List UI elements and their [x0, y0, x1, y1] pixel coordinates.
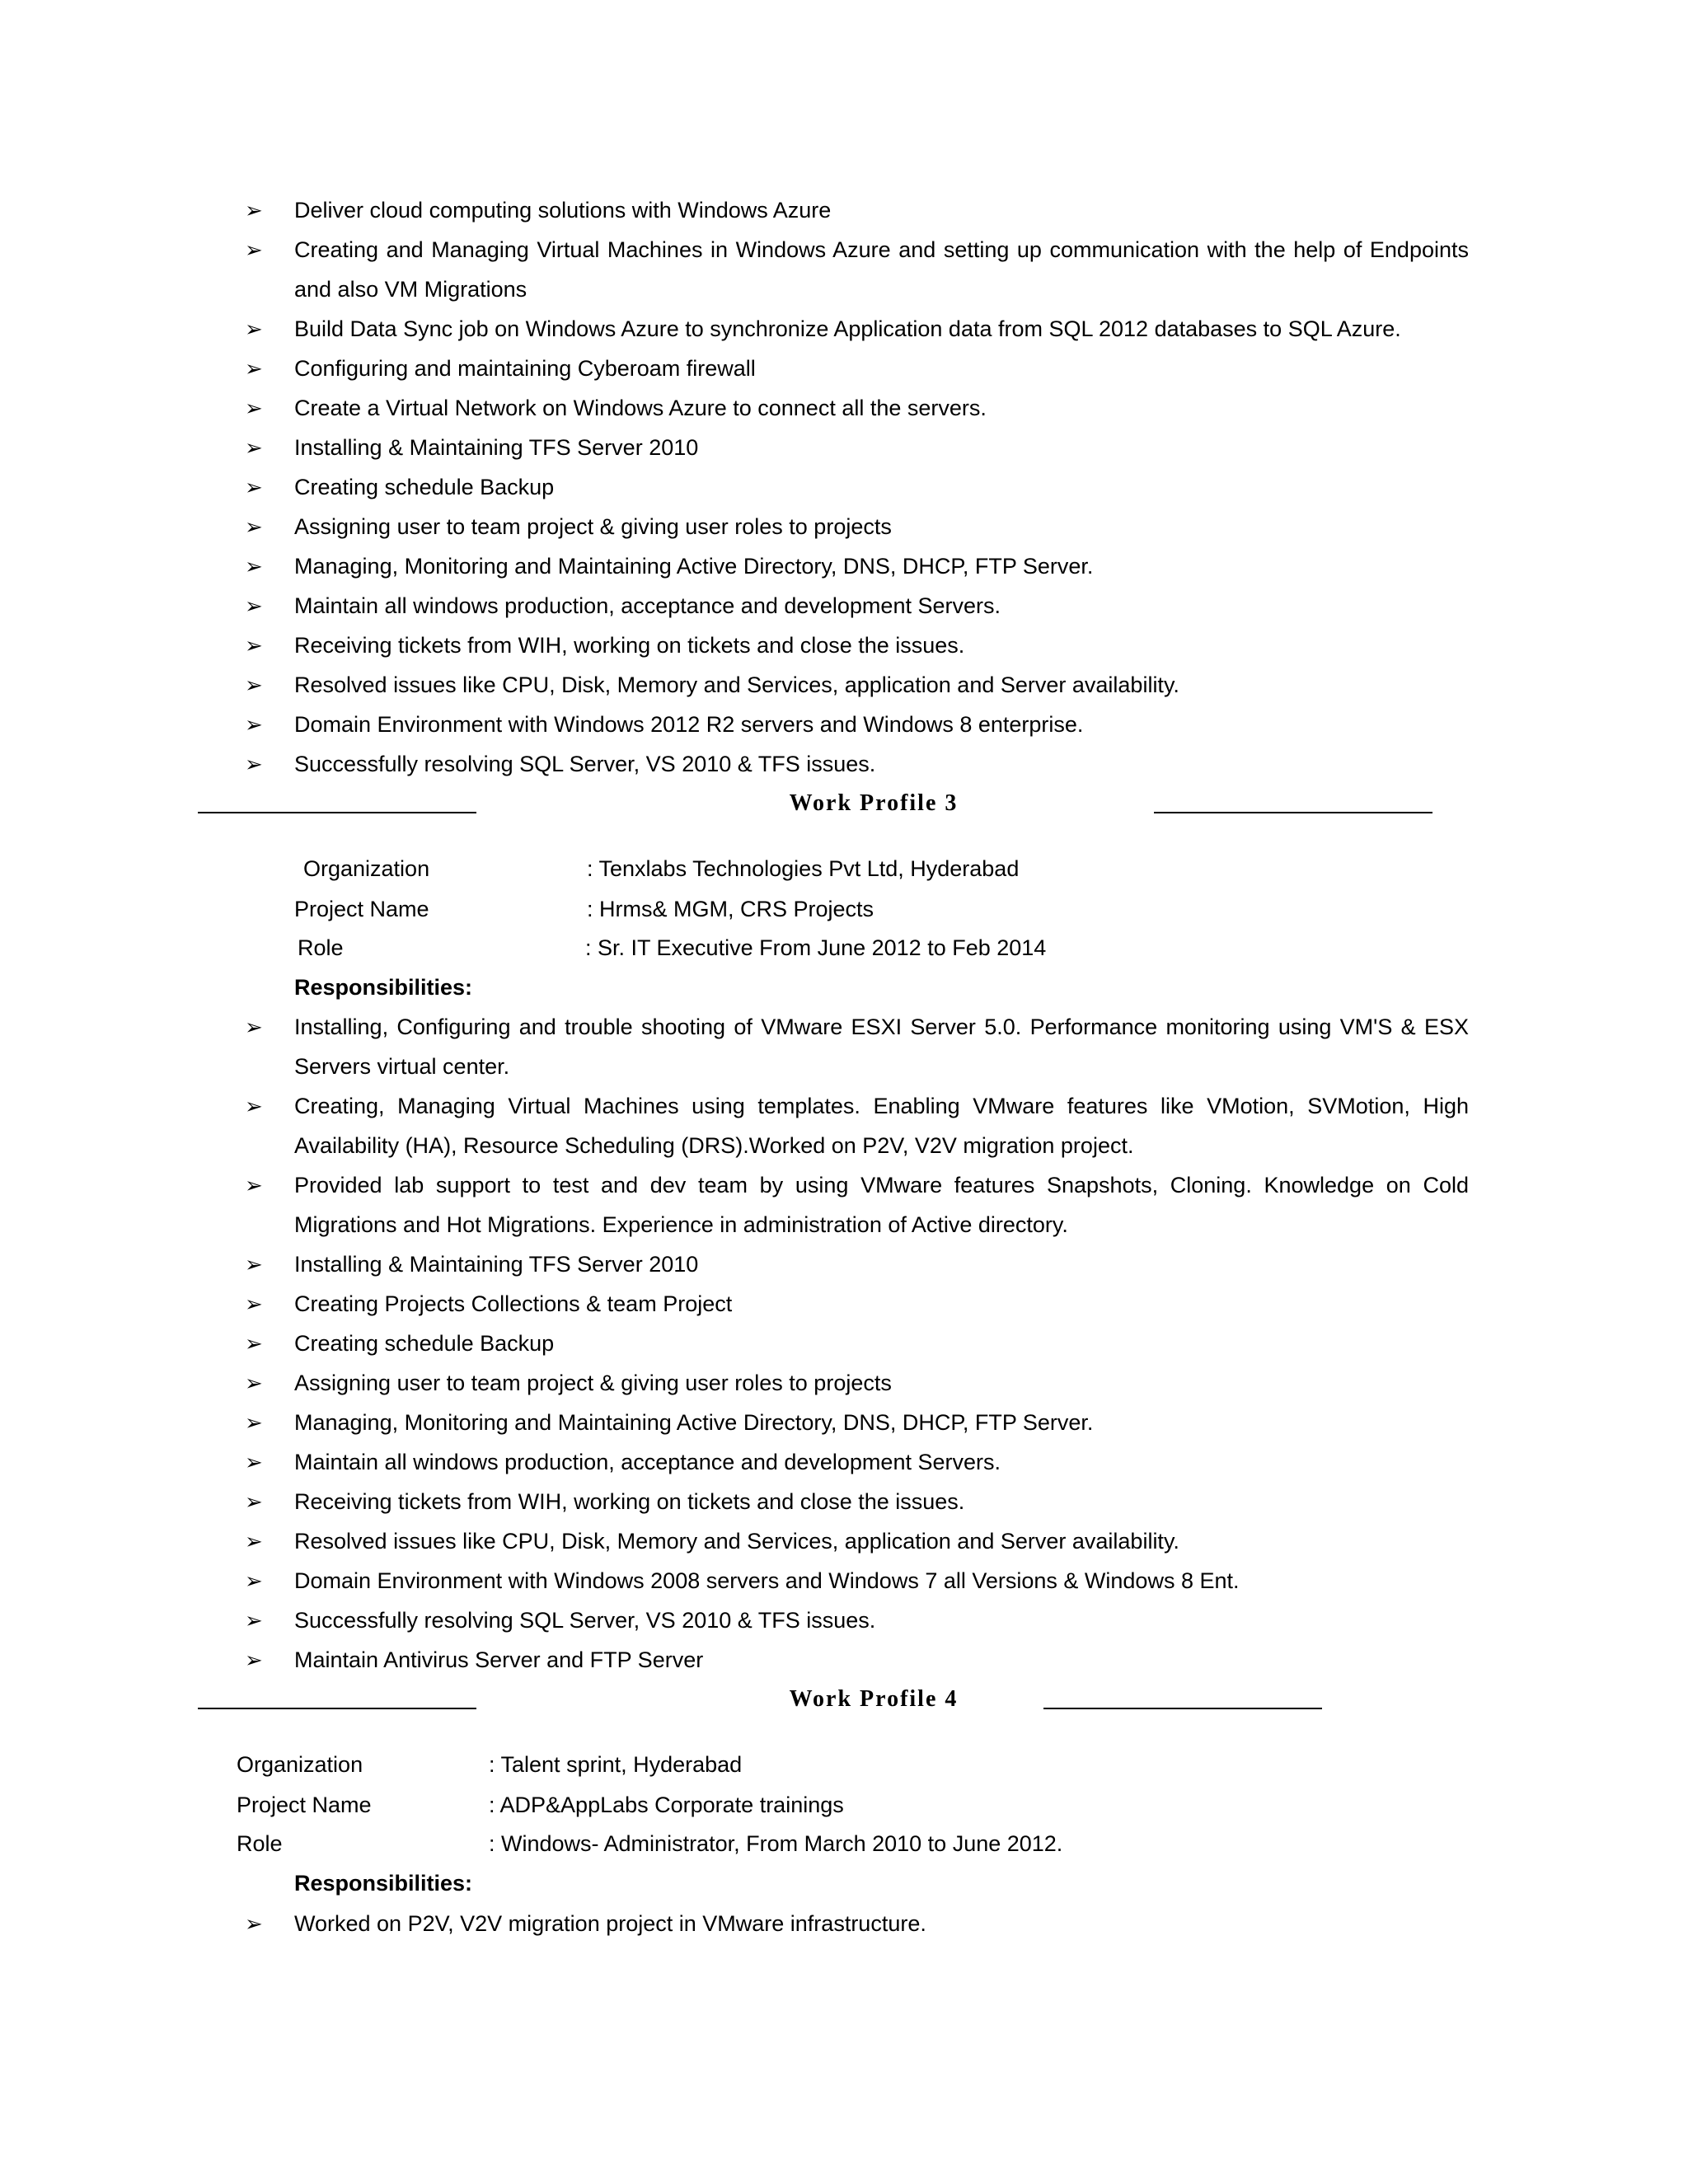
bullet-item: ➢ Creating schedule Backup [0, 1324, 1469, 1363]
bullet-item: ➢ Managing, Monitoring and Maintaining Active Directory, DNS, DHCP, FTP Server. [0, 1403, 1469, 1442]
bullet-item: ➢ Resolved issues like CPU, Disk, Memory and Services, application and Server availability. [0, 665, 1469, 705]
bullet-item: ➢ Assigning user to team project & giving user roles to projects [0, 507, 1469, 546]
project-name-label: Project Name [237, 1793, 372, 1817]
arrow-bullet-icon: ➢ [245, 1529, 263, 1554]
arrow-bullet-icon: ➢ [245, 554, 263, 579]
arrow-bullet-icon: ➢ [245, 237, 263, 262]
header-rule-right [1154, 812, 1432, 813]
arrow-bullet-icon: ➢ [245, 198, 263, 223]
organization-label: Organization [303, 856, 430, 881]
project-name-value: : Hrms& MGM, CRS Projects [587, 897, 874, 921]
arrow-bullet-icon: ➢ [245, 712, 263, 737]
bullet-item: ➢ Creating, Managing Virtual Machines using templates. Enabling VMware features like VMotion, SVMotion, High Availability (HA), Resource Scheduling (DRS).Worked on P2V, V2V migration project. [0, 1086, 1469, 1165]
arrow-bullet-icon: ➢ [245, 1331, 263, 1356]
arrow-bullet-icon: ➢ [245, 435, 263, 460]
bullet-item: ➢ Resolved issues like CPU, Disk, Memory and Services, application and Server availability. [0, 1521, 1469, 1561]
header-rule-right [1043, 1708, 1322, 1709]
role-value: : Windows- Administrator, From March 2010 to June 2012. [489, 1831, 1063, 1856]
work-profile-4-bullet-list [0, 1904, 1688, 1943]
arrow-bullet-icon: ➢ [245, 1647, 263, 1672]
header-rule-left [198, 1708, 476, 1709]
responsibilities-heading: Responsibilities: [294, 975, 473, 1000]
organization-value: : Tenxlabs Technologies Pvt Ltd, Hyderabad [587, 856, 1020, 881]
arrow-bullet-icon: ➢ [245, 1252, 263, 1277]
section-title: Work Profile 4 [789, 1686, 959, 1712]
arrow-bullet-icon: ➢ [245, 633, 263, 658]
bullet-item: ➢ Assigning user to team project & giving user roles to projects [0, 1363, 1469, 1403]
bullet-item: ➢ Creating and Managing Virtual Machines in Windows Azure and setting up communication with the help of Endpoints and also VM Migrations [0, 230, 1469, 309]
project-name-value: : ADP&AppLabs Corporate trainings [489, 1793, 844, 1817]
bullet-item: ➢ Worked on P2V, V2V migration project in VMware infrastructure. [0, 1904, 1469, 1943]
role-value: : Sr. IT Executive From June 2012 to Feb 2014 [585, 935, 1047, 960]
arrow-bullet-icon: ➢ [245, 475, 263, 499]
arrow-bullet-icon: ➢ [245, 1568, 263, 1593]
arrow-bullet-icon: ➢ [245, 1291, 263, 1316]
bullet-item: ➢ Managing, Monitoring and Maintaining Active Directory, DNS, DHCP, FTP Server. [0, 546, 1469, 586]
bullet-item: ➢ Successfully resolving SQL Server, VS 2010 & TFS issues. [0, 744, 1469, 784]
arrow-bullet-icon: ➢ [245, 593, 263, 618]
bullet-item: ➢ Deliver cloud computing solutions with Windows Azure [0, 190, 1469, 230]
arrow-bullet-icon: ➢ [245, 1450, 263, 1474]
arrow-bullet-icon: ➢ [245, 1410, 263, 1435]
bullet-item: ➢ Configuring and maintaining Cyberoam firewall [0, 349, 1469, 388]
arrow-bullet-icon: ➢ [245, 1911, 263, 1936]
bullet-item: ➢ Receiving tickets from WIH, working on tickets and close the issues. [0, 626, 1469, 665]
bullet-item: ➢ Create a Virtual Network on Windows Azure to connect all the servers. [0, 388, 1469, 428]
work-profile-3-bullet-list [0, 1007, 1688, 1680]
arrow-bullet-icon: ➢ [245, 514, 263, 539]
bullet-item: ➢ Installing & Maintaining TFS Server 2010 [0, 428, 1469, 467]
bullet-item: ➢ Maintain Antivirus Server and FTP Server [0, 1640, 1469, 1680]
bullet-item: ➢ Maintain all windows production, acceptance and development Servers. [0, 1442, 1469, 1482]
bullet-item: ➢ Domain Environment with Windows 2012 R2 servers and Windows 8 enterprise. [0, 705, 1469, 744]
arrow-bullet-icon: ➢ [245, 1371, 263, 1395]
bullet-item: ➢ Maintain all windows production, acceptance and development Servers. [0, 586, 1469, 626]
organization-label: Organization [237, 1752, 363, 1777]
bullet-item: ➢ Domain Environment with Windows 2008 servers and Windows 7 all Versions & Windows 8 Ent. [0, 1561, 1469, 1601]
arrow-bullet-icon: ➢ [245, 316, 263, 341]
arrow-bullet-icon: ➢ [245, 1489, 263, 1514]
responsibilities-heading: Responsibilities: [294, 1871, 473, 1896]
bullet-item: ➢ Creating Projects Collections & team Project [0, 1284, 1469, 1324]
role-label: Role [237, 1831, 283, 1856]
bullet-item: ➢ Provided lab support to test and dev team by using VMware features Snapshots, Cloning. Knowledge on Cold Migrations and Hot Migrations. Experience in administration of Active directory. [0, 1165, 1469, 1244]
arrow-bullet-icon: ➢ [245, 673, 263, 697]
arrow-bullet-icon: ➢ [245, 1015, 263, 1039]
bullet-item: ➢ Build Data Sync job on Windows Azure to synchronize Application data from SQL 2012 databases to SQL Azure. [0, 309, 1469, 349]
arrow-bullet-icon: ➢ [245, 1094, 263, 1118]
bullet-item: ➢ Successfully resolving SQL Server, VS 2010 & TFS issues. [0, 1601, 1469, 1640]
bullet-item: ➢ Installing & Maintaining TFS Server 2010 [0, 1244, 1469, 1284]
bullet-item: ➢ Receiving tickets from WIH, working on tickets and close the issues. [0, 1482, 1469, 1521]
organization-value: : Talent sprint, Hyderabad [489, 1752, 743, 1777]
section1-bullet-list [0, 190, 1688, 784]
bullet-item: ➢ Installing, Configuring and trouble shooting of VMware ESXI Server 5.0. Performance monitoring using VM'S & ESX Servers virtual center. [0, 1007, 1469, 1086]
work-profile-3-header [0, 787, 1688, 820]
arrow-bullet-icon: ➢ [245, 1608, 263, 1633]
work-profile-4-header [0, 1683, 1688, 1716]
arrow-bullet-icon: ➢ [245, 1173, 263, 1197]
project-name-label: Project Name [294, 897, 429, 921]
section-title: Work Profile 3 [789, 790, 959, 816]
arrow-bullet-icon: ➢ [245, 396, 263, 420]
arrow-bullet-icon: ➢ [245, 356, 263, 381]
arrow-bullet-icon: ➢ [245, 752, 263, 776]
header-rule-left [198, 812, 476, 813]
role-label: Role [298, 935, 344, 960]
bullet-item: ➢ Creating schedule Backup [0, 467, 1469, 507]
